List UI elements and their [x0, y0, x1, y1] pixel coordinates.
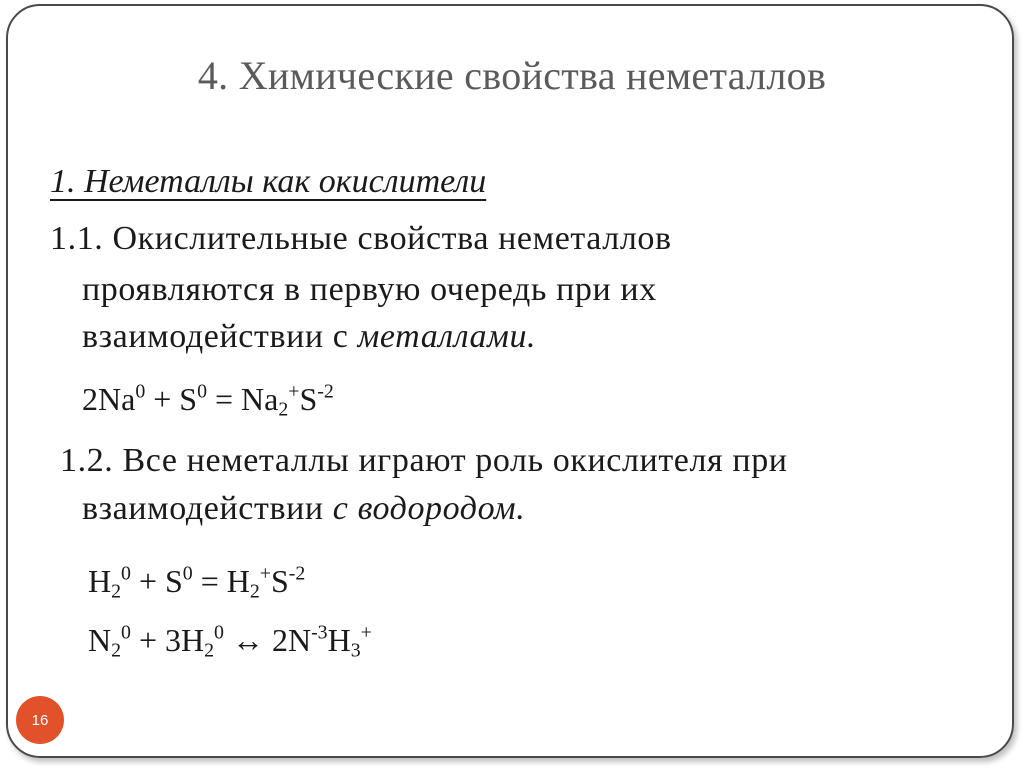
eq3-term: ↔ 2N: [223, 622, 312, 658]
paragraph-2-line-2-text: взаимодействии: [82, 490, 333, 527]
page-number-badge: 16: [16, 696, 64, 744]
eq3-sup: -3: [311, 621, 328, 644]
eq2-sub: 2: [249, 580, 260, 603]
slide-title: 4. Химические свойства неметаллов: [197, 53, 827, 98]
eq2-sub: 2: [111, 580, 122, 603]
paragraph-1-emphasis: металлами.: [357, 318, 537, 355]
eq1-sup: +: [288, 380, 300, 403]
eq3-sub: 2: [111, 639, 122, 662]
eq2-sup: -2: [288, 562, 306, 585]
eq2-sup: 0: [121, 562, 131, 585]
paragraph-1-line-2: проявляются в первую очередь при их: [82, 271, 657, 308]
eq3-sup: 0: [214, 621, 224, 644]
eq3-sup: 0: [121, 621, 131, 644]
equation-nitrogen-hydrogen: [88, 621, 372, 662]
eq1-term: + S: [145, 381, 198, 417]
paragraph-2-line-2: [82, 492, 525, 526]
paragraph-1-line-1: 1.1. Окислительные свойства неметаллов: [50, 220, 672, 257]
eq2-term: = H: [192, 563, 250, 599]
eq1-term: S: [299, 381, 318, 417]
equation-sodium-sulfur: [82, 380, 334, 421]
eq1-sup: -2: [317, 380, 334, 403]
eq3-sub: 3: [350, 639, 361, 662]
paragraph-1-line-3-text: взаимодействии с: [82, 318, 358, 355]
eq3-sub: 2: [204, 639, 215, 662]
section-heading: 1. Неметаллы как окислители: [50, 163, 487, 200]
eq3-term: + 3H: [130, 622, 205, 658]
eq1-sup: 0: [197, 380, 207, 403]
paragraph-2-line-1: 1.2. Все неметаллы играют роль окислителя при: [60, 442, 788, 479]
eq2-term: H: [88, 563, 112, 599]
paragraph-1-line-3: [82, 320, 536, 354]
eq2-term: + S: [130, 563, 183, 599]
equation-hydrogen-sulfur: [88, 562, 306, 603]
eq1-term: 2Na: [82, 381, 136, 417]
eq2-sup: +: [259, 562, 271, 585]
paragraph-2-emphasis: с водородом.: [332, 490, 526, 527]
eq1-sub: 2: [278, 398, 289, 421]
eq3-sup: +: [360, 621, 372, 644]
eq3-term: H: [327, 622, 351, 658]
eq2-term: S: [270, 563, 289, 599]
eq1-term: = Na: [207, 381, 279, 417]
eq2-sup: 0: [182, 562, 193, 585]
eq3-term: N: [88, 622, 112, 658]
eq1-sup: 0: [135, 380, 146, 403]
